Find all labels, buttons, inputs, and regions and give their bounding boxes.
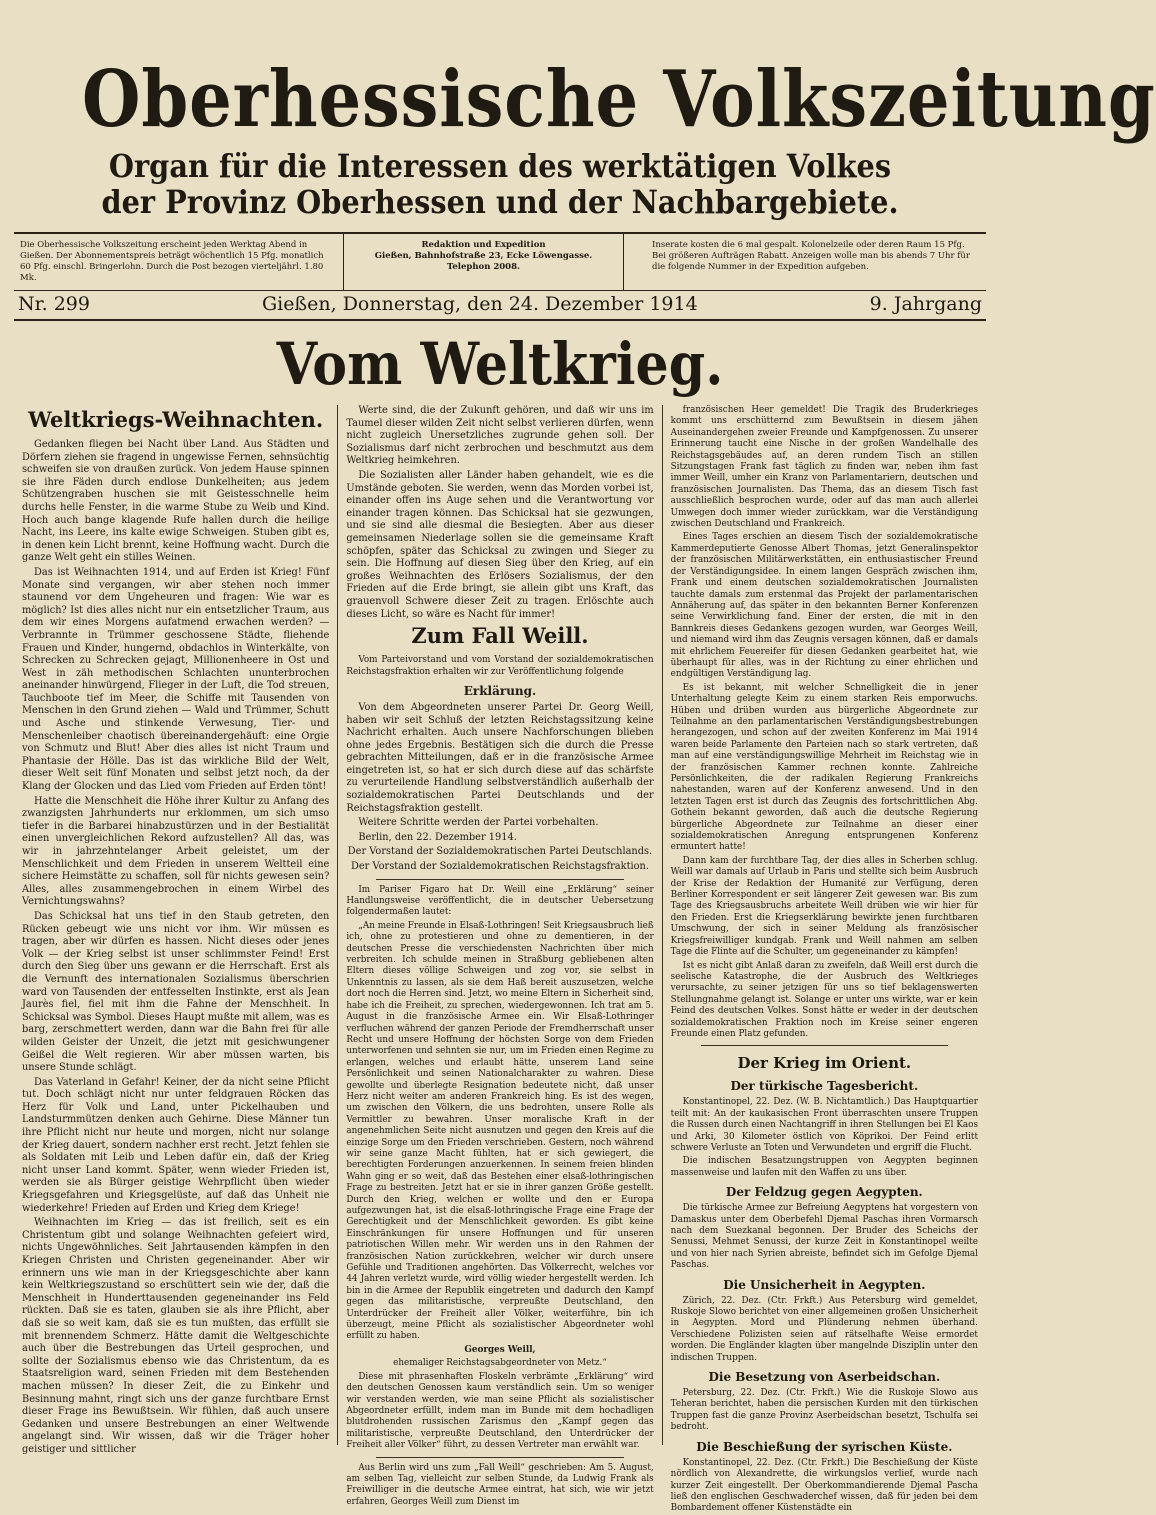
subscription-info: Die Oberhessische Volkszeitung erscheint jeden Werktag Abend in Gießen. Der Abonnementspreis beträgt wöchentlich 15 Pfg. monatlich 60 Pfg. einschl. Bringerlohn. Durch die Post bezogen vierteljährl. 1.80 Mk.: [14, 234, 344, 290]
dateline: [14, 291, 986, 321]
declaration-heading: Erklärung.: [463, 683, 537, 698]
heading-egypt-campaign: Der Feldzug gegen Aegypten.: [725, 1185, 923, 1200]
signature-fraction: Der Vorstand der Sozialdemokratischen Reichstagsfraktion.: [351, 861, 649, 873]
issue-number: Nr. 299: [18, 293, 90, 315]
paragraph: Dann kam der furchtbare Tag, der dies alles in Scherben schlug. Weill war damals auf Urlaub in Paris und stellte sich beim Ausbruch der Krise der Redaktion der Humanité zur Verfügung, deren Berliner Korrespondent er seit längerer Zeit gewesen war. Bis zum Tage des Kriegsausbruchs arbeitete Weill drüben wie wir hier für den Frieden. Erst die Kriegserklärung bewirkte jenen furchtbaren Umschwung, der sich in seiner Meldung als französischer Kriegsfreiwilliger kundgab. Frank und Weill nahmen am selben Tage die Flinte auf die Schulter, um gegeneinander zu kämpfen!: [670, 855, 978, 958]
article-heading-weihnachten: Weltkriegs-Weihnachten.: [28, 407, 324, 432]
paragraph: französischen Heer gemeldet! Die Tragik des Bruderkrieges kommt uns erschütternd zum Bewußtsein in diesem jähen Auseinandergehen zweier Freunde und Kampfgenossen. Zu unserer Erinnerung taucht eine Nische in der großen Wandelhalle des Reichstagsgebäudes auf, an deren rundem Tisch an stillen Sitzungstagen Frank fast täglich zu finden war, neben ihm fast immer Weill, umher ein Kranz von Parlamentariern, deutschen und französischen Journalisten. Das Thema, das an diesem Tisch fast ausschließlich besprochen wurde, oder auf das man auch allerlei Umwegen doch immer wieder zurückkam, war die Verständigung zwischen Deutschland und Frankreich.: [670, 405, 978, 530]
paragraph: Eines Tages erschien an diesem Tisch der sozialdemokratische Kammerdeputierte Genosse Albert Thomas, jetzt Generalinspektor der französischen Militärwerkstätten, ein enthusiastischer Freund der Verständigungsidee. In einem langen Gespräch zwischen ihm, Frank und einem deutschen sozialdemokratischen Journalisten tauchte damals zum erstenmal das Projekt der parlamentarischen Annäherung auf, das später in den bekannten Berner Konferenzen seine Verwirklichung fand. Einer der ersten, die mit in den Bannkreis dieses Gedankens gezogen wurden, war Georges Weill, und niemand wird ihm das Zeugnis versagen können, daß er damals mit ehrlichem Feuereifer für diesen Gedanken gearbeitet hat, wie überhaupt für alles, was in der Richtung zu einer ehrlichen und endgültigen Verständigung lag.: [670, 532, 978, 680]
divider: [701, 1045, 948, 1046]
paragraph: Konstantinopel, 22. Dez. (W. B. Nichtamtlich.) Das Hauptquartier teilt mit: An der kaukasischen Front überraschten unsere Truppen die Russen durch einen Nachtangriff in ihren Stellungen bei El Kaos und Arki, 30 Kilometer östlich von Köprikoi. Der Feind erlitt schwere Verluste an Toten und Verwundeten und ergriff die Flucht.: [670, 1097, 978, 1153]
heading-orient: Der Krieg im Orient.: [737, 1054, 912, 1073]
volume-number: 9. Jahrgang: [869, 293, 982, 315]
paragraph: Gedanken fliegen bei Nacht über Land. Aus Städten und Dörfern ziehen sie fragend in ungewisse Fernen, sehnsüchtig schweifen sie von draußen zurück. Von jedem Hause spinnen sie ihre Fäden durch endlose Dunkelheiten; aus jedem Schützengraben huschen sie mit Geistesschnelle heim durchs helle Fenster, in die warme Stube zu Weib und Kind. Hoch auch bange klagende Rufe hallen durch die heilige Nacht, ins Leere, ins kalte ewige Schweigen. Stuben gibt es, in denen kein Licht brennt, keine Hoffnung wacht. Durch die ganze Welt geht ein stilles Weinen.: [22, 439, 330, 564]
divider: [376, 879, 623, 880]
column-2: [337, 405, 661, 1507]
editorial-street: Gießen, Bahnhofstraße 23, Ecke Löwengasse.: [374, 251, 593, 261]
paragraph: Ist es nicht gibt Anlaß daran zu zweifeln, daß Weill erst durch die seelische Katastrophe, die der Ausbruch des Weltkrieges verursachte, zu seiner jetzigen für uns so tief beklagenswerten Stellungnahme gelangt ist. Solange er unter uns wirkte, war er kein Feind des deutschen Volkes. Sonst hätte er weder in der deutschen sozialdemokratischen Fraktion noch im Kreise seiner engeren Freunde einen Platz gefunden.: [670, 960, 978, 1039]
paragraph: Das Schicksal hat uns tief in den Staub getreten, den Rücken gebeugt wie uns nicht vor ihm. Wir müssen es tragen, aber wir dürfen es hassen. Nicht dieses oder jenes Volk — der Krieg selbst ist unser schlimmster Feind! Erst durch den Sieg über uns gewann er die Herrschaft. Erst als die Vernunft des internationalen Sozialismus überschrien ward von Tausenden der entfesselten Instinkte, erst als Jean Jaurès fiel, fiel mit ihm die Fahne der Menschheit. In Schicksal was Symbol. Dieses Haupt mußte mit allem, was es barg, zerschmettert werden, dann war die Bahn frei für alle wilden Geister der Unzeit, die jetzt mit gesichwungener Geißel die Welt regieren. Wir aber müssen warten, bis unsere Stunde schlägt.: [22, 910, 330, 1074]
paragraph: Das ist Weihnachten 1914, und auf Erden ist Krieg! Fünf Monate sind vergangen, wir aber stehen noch immer staunend vor dem Ungeheuren und fragen: Wie war es möglich? Ist dies alles nicht nur ein entsetzlicher Traum, aus dem wir eines Morgens aufatmend erwachen werden? — Verbrannte in Trümmer geschossene Städte, fliehende Frauen und Kinder, hungernd, obdachlos in Winterkälte, von Schrecken zu Schrecken gejagt, Millionenheere in Ost und West in zäh methodischen Schlachten ununterbrochen aneinander hinwürgend, Flieger in der Luft, die Tod streuen, Tauchboote tief im Meer, die Schiffe mit Tausenden von Menschen in den Grund ziehen — Wald und Trümmer, Schutt und Asche und stinkende Verwesung, Tier- und Menschenleiber chaotisch übereinandergehäuft: eine Orgie von Schmutz und Blut! Aber dies alles ist nicht Traum und Phantasie der Hölle. Das ist das wirkliche Bild der Welt, dieser Welt seit fünf Monaten und selbst jetzt noch, da der Klang der Glocken und das Lied vom Frieden auf Erden tönt!: [22, 566, 330, 793]
paragraph: Berlin, den 22. Dezember 1914.: [358, 831, 517, 843]
column-3: [662, 405, 986, 1514]
editorial-phone: Telephon 2008.: [447, 262, 520, 272]
newspaper-title: Oberhessische Volkszeitung: [82, 54, 1156, 145]
editorial-address: [344, 234, 624, 290]
paragraph: Weitere Schritte werden der Partei vorbehalten.: [358, 817, 599, 829]
masthead: [14, 0, 1156, 221]
paragraph: Diese mit phrasenhaften Floskeln verbrämte „Erklärung“ wird den deutschen Genossen kaum verständlich sein. Um so weniger wir verstanden werden, wie man seine Pflicht als sozialistischer Abgeordneter erfüllt, indem man im Bunde mit dem hochadligen blutdrohenden russischen Zarismus den „Kampf gegen das militaristische, verpreußte Deutschland, den Unterdrücker der Freiheit aller Völker“ führt, zu dessen Vertreter man erwählt war.: [346, 1371, 654, 1451]
editorial-label: Redaktion und Expedition: [421, 240, 546, 250]
main-headline: Vom Weltkrieg.: [276, 330, 724, 398]
paragraph: Vom Parteivorstand und vom Vorstand der sozialdemokratischen Reichstagsfraktion erhalten wir zur Veröffentlichung folgende: [346, 655, 654, 677]
signature-party: Der Vorstand der Sozialdemokratischen Partei Deutschlands.: [347, 846, 653, 858]
info-bar: [14, 232, 986, 291]
paragraph: Es ist bekannt, mit welcher Schnelligkeit die in jener Unterhaltung gelegte Keim zu einem starken Reis emporwuchs. Hüben und drüben wurden aus bürgerliche Abgeordnete zur Teilnahme an den parlamentarischen Verständigungsbestrebungen herangezogen, und schon auf der zweiten Konferenz im Mai 1914 waren beide Parlamente den Parteien nach so stark vertreten, daß man auf eine verständigungswillige Mehrheit im Reichstag wie in der französischen Kammer rechnen konnte. Zahlreiche Persönlichkeiten, die der radikalen Regierung Frankreichs nahestanden, waren auf der Konferenz anwesend. Und in den letzten Tagen erst ist durch das Zeugnis des fortschrittlichen Abg. Gothein bekannt geworden, daß auch die deutsche Regierung bürgerliche Abgeordnete zur Teilnahme an dieser einer sozialdemokratischen Anregung entsprungenen Konferenz ermuntert hatte!: [670, 682, 978, 853]
subtitle-line-1: Organ für die Interessen des werktätigen Volkes: [108, 147, 892, 185]
paragraph: Von dem Abgeordneten unserer Partei Dr. Georg Weill, haben wir seit Schluß der letzten Reichstagssitzung keine Nachricht erhalten. Auch unsere Nachforschungen blieben ohne jedes Ergebnis. Bestätigen sich die durch die Presse gebrachten Mitteilungen, daß er in die französische Armee eingetreten ist, so hat er sich durch diese auf das schärfste zu verurteilende Handlung selbstverständlich außerhalb der sozialdemokratischen Partei Deutschlands und der Reichstagsfraktion gestellt.: [346, 701, 654, 814]
article-heading-fall-weill: Zum Fall Weill.: [411, 623, 589, 649]
issue-date: Gießen, Donnerstag, den 24. Dezember 1914: [261, 293, 698, 315]
advertising-info: Inserate kosten die 6 mal gespalt. Kolonelzeile oder deren Raum 15 Pfg. Bei größeren Aufträgen Rabatt. Anzeigen wolle man bis abends 7 Uhr für die folgende Nummer in der Expedition aufgeben.: [652, 240, 970, 272]
paragraph: Das Vaterland in Gefahr! Keiner, der da nicht seine Pflicht tut. Doch schlägt nicht nur unter feldgrauen Röcken das Herz für Volk und Land, unter Pickelhauben und Landsturmmützen denken auch Gehirne. Diese Männer tun ihre Pflicht nicht nur heute und morgen, nicht nur solange der Krieg dauert, sondern nachher erst recht. Jetzt fehlen sie als Soldaten mit Leib und Leben dafür ein, daß der Krieg nicht unser Land kommt. Später, wenn wieder Frieden ist, werden sie als Bürger geistige Wehrpflicht üben wieder Kriegsgefahren und Kriegsgelüste, auf daß das Unheit nie wiederkehre! Frieden auf Erden und Krieg dem Kriege!: [22, 1076, 330, 1214]
heading-turkish-report: Der türkische Tagesbericht.: [730, 1079, 919, 1094]
paragraph: Konstantinopel, 22. Dez. (Ctr. Frkft.) Die Beschießung der Küste nördlich von Alexandrette, die wirkungslos verlief, wurde nach kurzer Zeit eingestellt. Der Oberkommandierende Djemal Pascha ließ den englischen Geschwaderchef wissen, daß für jeden bei dem Bombardement offener Küstenstädte ein: [670, 1457, 978, 1514]
paragraph: Werte sind, die der Zukunft gehören, und daß wir uns im Taumel dieser wilden Zeit nicht selbst verlieren dürfen, wenn nicht zugleich Unersetzliches zugrunde gehen soll. Der Sozialismus darf nicht zerbrochen und beschmutzt aus dem Weltkrieg heimkehren.: [346, 405, 654, 467]
divider: [376, 1457, 623, 1458]
paragraph: Hatte die Menschheit die Höhe ihrer Kultur zu Anfang des zwanzigsten Jahrhunderts nur erklommen, um sich umso tiefer in die Barbarei hinabzustürzen und in der Bestialität einen unvergleichlichen Rekord aufzustellen? All das, was wir in jahrzehntelanger Arbeit geleistet, um der Menschlichkeit und dem Frieden in unserem Weltteil eine sichere Heimstätte zu schaffen, soll für nichts gewesen sein? Alles, alles zusammengebrochen in einem Wirbel des Vernichtungswahns?: [22, 795, 330, 908]
paragraph: „An meine Freunde in Elsaß-Lothringen! Seit Kriegsausbruch ließ ich, ohne zu protestieren und ohne zu dementieren, in der deutschen Presse die verschiedensten Nachrichten über mich verbreiten. Ich schulde meinen in Straßburg gebliebenen alten Eltern dieses völlige Schweigen und zog vor, sie selbst in Unkenntnis zu lassen, als sie dem Haß bereit auszusetzen, welche dort noch die Herren sind. Jetzt, wo meine Eltern in Sicherheit sind, habe ich die Freiheit, zu sprechen, wiedergewonnen. Ich trat am 5. August in die französische Armee ein. Wir Elsaß-Lothringer verfluchen während der ganzen Periode der Fremdherrschaft unser Recht und unsere Hoffnung der höchsten Sorge von dem Frieden unterworfenen und sehnten sie nur, um im Frieden einen Regime zu erlangen, welches und erlaubt hätte, unserem Land seine Persönlichkeit und seinen Nationalcharakter zu wahren. Diese gewollte und überlegte Resignation bedeutete nicht, daß unser Herz nicht weiter am anderen Frankreich hing. Es ist des wegen, um zwischen den Völkern, die uns bedrohten, unsere Rolle als Vermittler zu bewahren. Unser moralische Kraft in der angenehmlichen Seite nicht ausnutzen und gegen den Kreis auf die einzige Sorge um den Frieden verschrieben. Gestern, noch während wir seine ganze Macht fühlten, hat er sich gewiegert, die berechtigten Forderungen anzuerkennen. In seinem freien blinden Wahn ging er so weit, daß das Bestehen einer elsaß-lothringischen Frage zu bestreiten. Jetzt hat er sie in ihrer ganzen Größe gestellt. Durch den Krieg, welchen er wollte und den er Europa aufgezwungen hat, ist die elsaß-lothringische Frage eine Frage der Gerechtigkeit und der Menschlichkeit geworden. Es gibt keine Einschränkungen für unsere Hoffnungen und für unseren patriotischen Willen mehr. Wir werden uns in den Rahmen der französischen Nation zurückkehren, welcher wir durch unsere Gefühle und Traditionen angehörten. Das Völkerrecht, welches vor 44 Jahren verletzt wurde, wird völlig wieder hergestellt werden. Ich bin in die Armee der Republik eingetreten und dadurch den Kampf gegen das militaristische, verpreußte Deutschland, den Unterdrücker der Freiheit aller Völker, weiterführe, bin ich überzeugt, meine Pflicht als sozialistischer Abgeordneter wohl erfüllt zu haben.: [346, 920, 654, 1342]
article-columns: [14, 405, 986, 1514]
paragraph: Zürich, 22. Dez. (Ctr. Frkft.) Aus Petersburg wird gemeldet, Ruskoje Slowo berichtet von einer allgemeinen großen Unsicherheit in Aegypten. Mord und Plünderung nehmen überhand. Verschiedene Polizisten seien auf rätselhafte Weise ermordet worden. Die Engländer klagten über mangelnde Disziplin unter den indischen Truppen.: [670, 1295, 978, 1363]
paragraph: Aus Berlin wird uns zum „Fall Weill“ geschrieben: Am 5. August, am selben Tag, vielleicht zur selben Stunde, da Ludwig Frank als Freiwilliger in die deutsche Armee eintrat, hat sich, wie wir jetzt erfahren, Georges Weill zum Dienst im: [346, 1462, 654, 1507]
paragraph: Petersburg, 22. Dez. (Ctr. Frkft.) Wie die Ruskoje Slowo aus Teheran berichtet, haben die persischen Kurden mit den türkischen Truppen fast die ganze Provinz Aserbeidschan besetzt, Tschulfa sei bedroht.: [670, 1388, 978, 1433]
paragraph: Im Pariser Figaro hat Dr. Weill eine „Erklärung“ seiner Handlungsweise veröffentlicht, die in deutscher Uebersetzung folgendermaßen lautet:: [346, 884, 654, 918]
heading-egypt-unsafe: Die Unsicherheit in Aegypten.: [723, 1277, 926, 1292]
weill-title: ehemaliger Reichstagsabgeordneter von Metz.“: [393, 1358, 607, 1369]
heading-syria: Die Beschießung der syrischen Küste.: [696, 1439, 953, 1454]
column-1: [14, 405, 337, 1455]
paragraph: Die türkische Armee zur Befreiung Aegyptens hat vorgestern von Damaskus unter dem Oberbefehl Djemal Paschas ihren Vormarsch nach dem Suezkanal begonnen. Der Bruder des Scheichs der Senussi, Mehmet Senussi, der kurze Zeit in Konstantinopel weilte und von hier nach Syrien abreiste, befindet sich im Gefolge Djemal Paschas.: [670, 1203, 978, 1271]
subtitle-line-2: der Provinz Oberhessen und der Nachbargebiete.: [101, 183, 899, 221]
paragraph: Die indischen Besatzungstruppen von Aegypten beginnen massenweise und laufen mit den Waffen zu uns über.: [670, 1156, 978, 1178]
weill-signature: Georges Weill,: [464, 1344, 536, 1355]
heading-azerbaijan: Die Besetzung von Aserbeidschan.: [708, 1370, 941, 1385]
paragraph: Weihnachten im Krieg — das ist freilich, seit es ein Christentum gibt und solange Weihnachten gefeiert wird, nichts Ungewöhnliches. Seit Jahrtausenden kämpfen in den Kriegen Christen und Christen gegeneinander. Aber wir erinnern uns wie man in der Kriegsgeschichte aber kann kein Weltkriegszustand so erschüttert sein wie der, daß die Menschheit in Hunderttausenden gegeneinander ins Feld rückten. Daß sie es taten, glauben sie als ihre Pflicht, aber daß sie so weit kam, daß sie es tun mußten, das erfüllt sie mit brennendem Schmerz. Hätte damit die Weltgeschichte auch über die Bestrebungen das Urteil gesprochen, und sollte der Sozialismus ebenso wie das Christentum, da es Staatsreligion ward, seinen Frieden mit dem Bestehenden machen müssen? In dieser Zeit, die zu Einkehr und Besinnung mahnt, ringt sich uns der ganze furchtbare Ernst dieser Frage ins Bewußtsein. Wir fühlen, daß auch unsere Gedanken und unsere Bestrebungen an einer Weltwende angelangt sind. Wir wissen, daß wir die Träger hoher geistiger und sittlicher: [22, 1217, 330, 1455]
paragraph: Die Sozialisten aller Länder haben gehandelt, wie es die Umstände geboten. Sie werden, wenn das Morden vorbei ist, einander offen ins Auge sehen und die Verantwortung vor einander tragen können. Das Schicksal hat sie gezwungen, und sie sind alle diesmal die Besiegten. Aber aus dieser gemeinsamen Niederlage sollen sie die gemeinsame Kraft schöpfen, später das Schicksal zu zwingen und Sieger zu sein. Die Hoffnung auf diesen Sieg über den Krieg, auf ein großes Weihnachten des Erlösers Sozialismus, der den Frieden auf die Erde bringt, sie allein gibt uns Kraft, das grauenvoll Schwere dieser Zeit zu tragen. Erlöschte auch dieses Licht, so wäre es Nacht für immer!: [346, 469, 654, 620]
